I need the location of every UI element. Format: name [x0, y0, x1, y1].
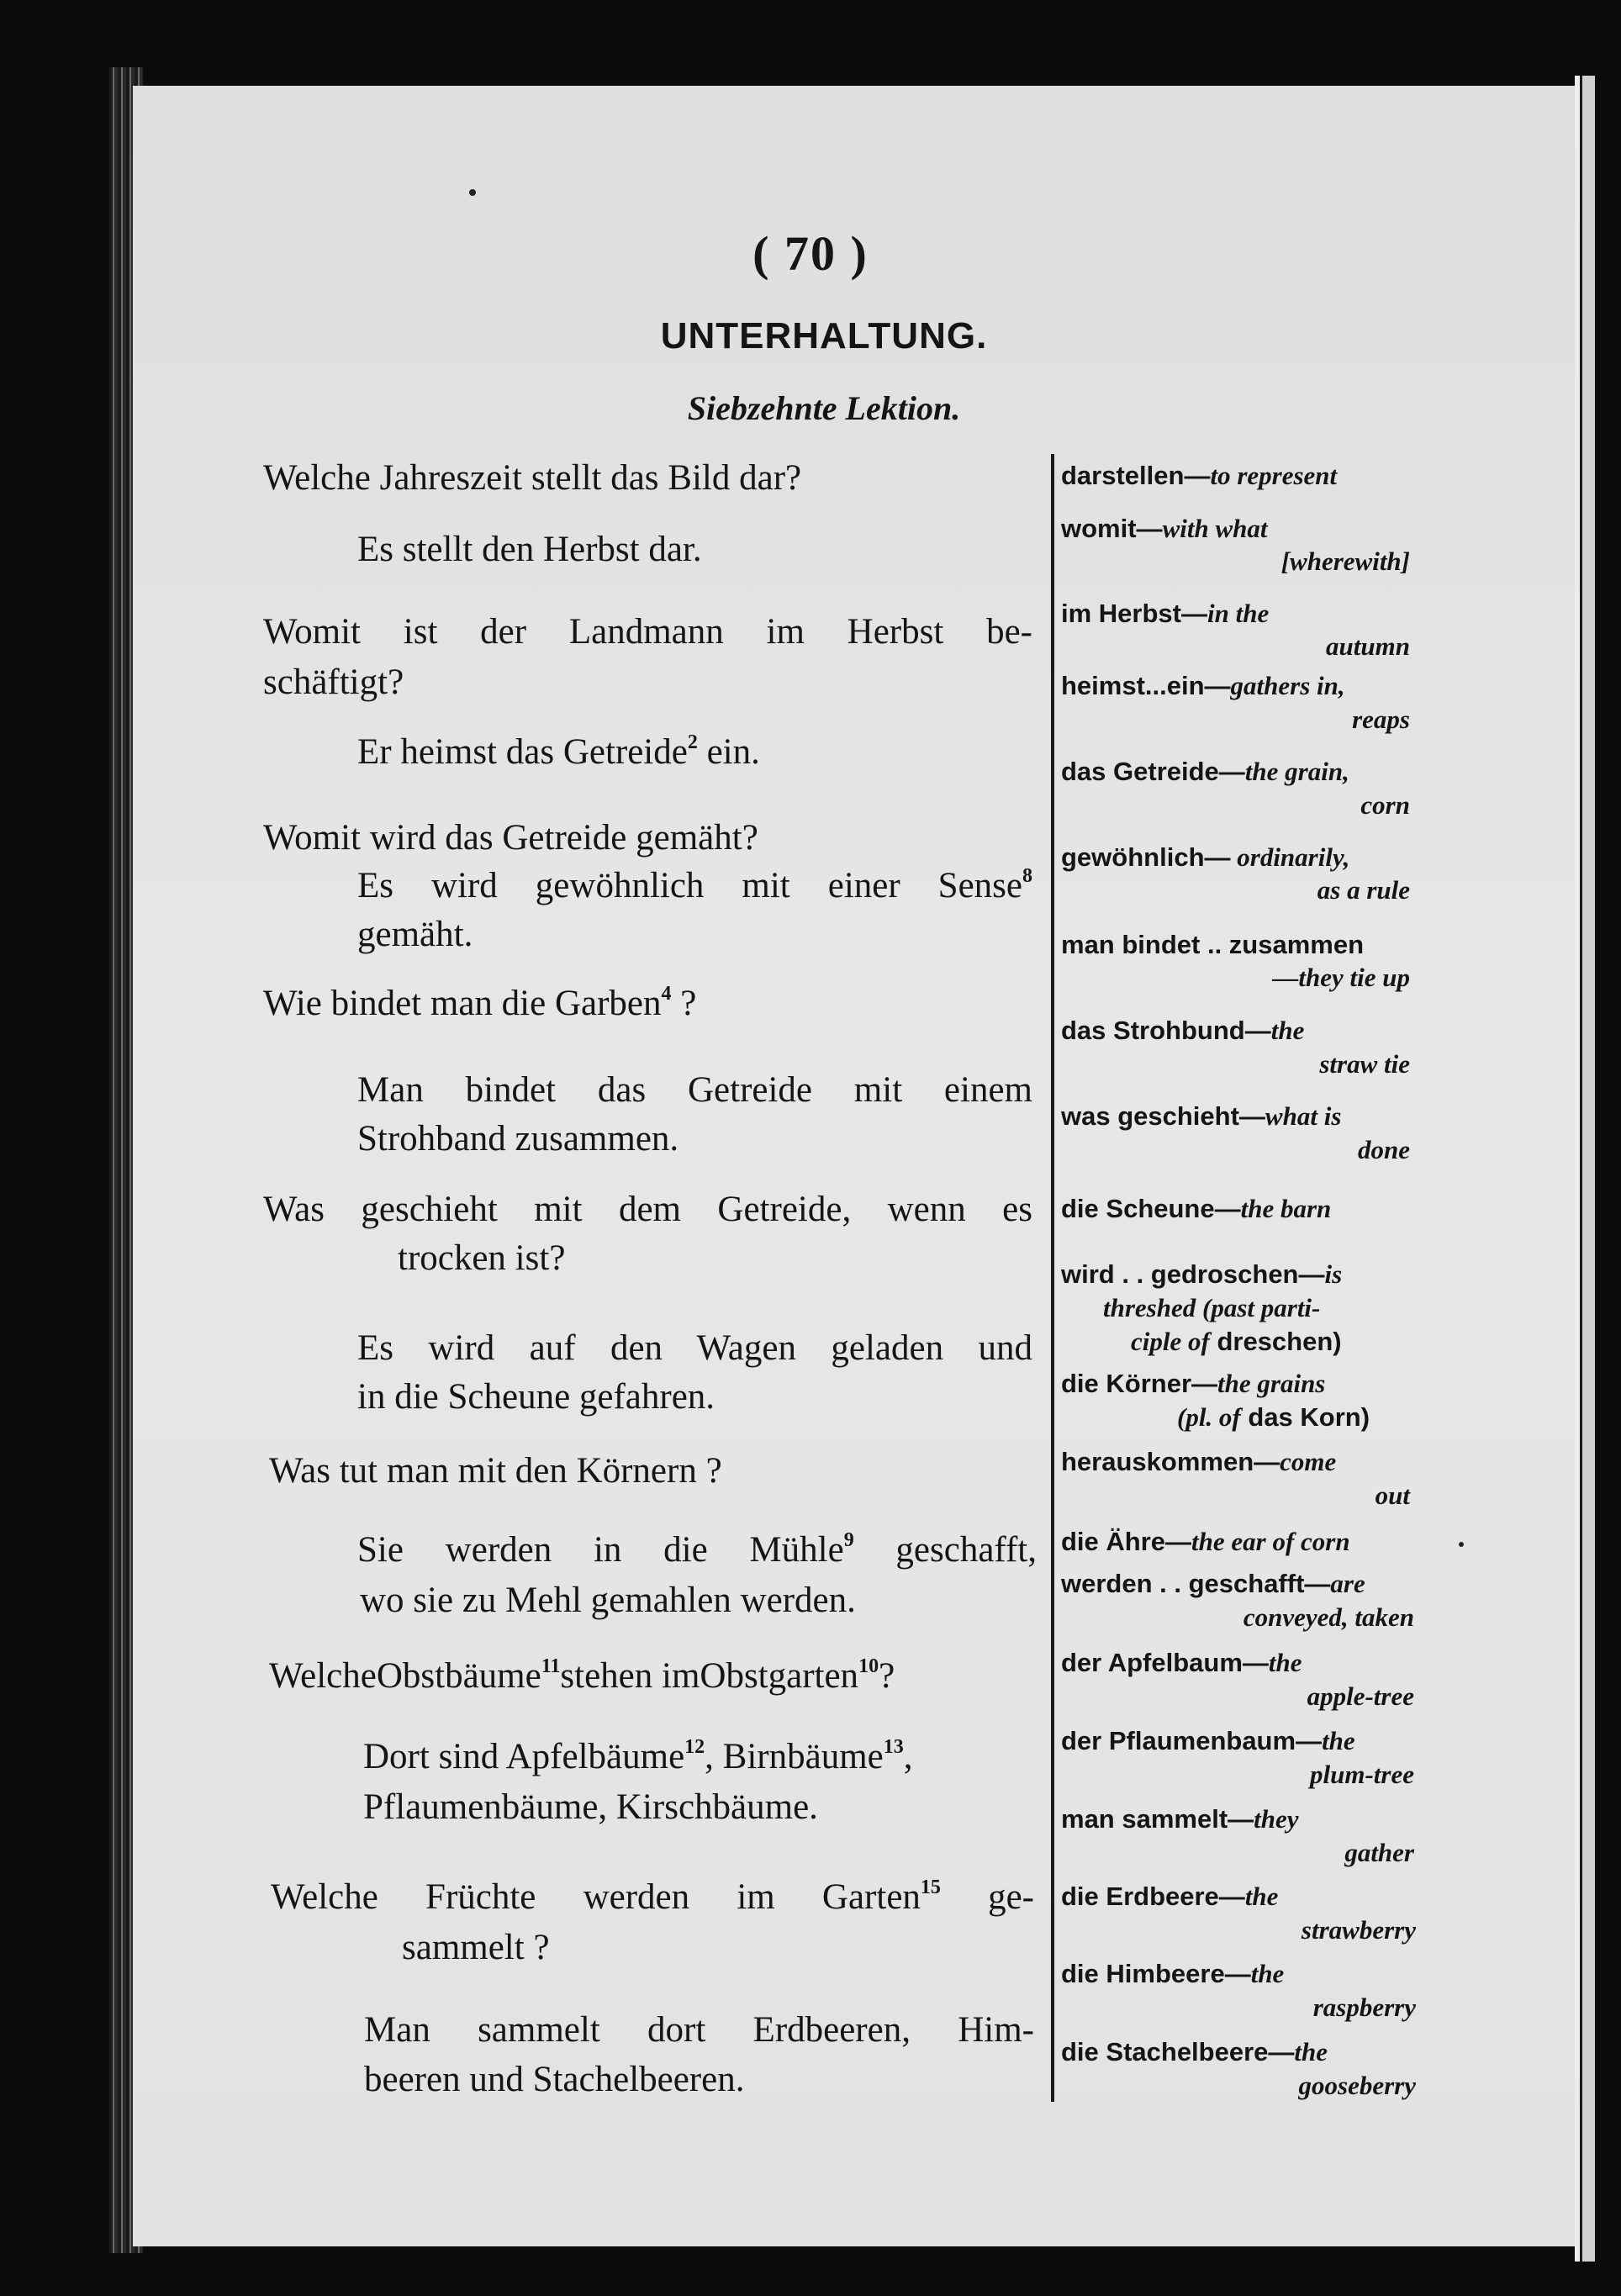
footnote-ref: 2 [687, 731, 698, 753]
glossary-entry: threshed (past parti- [1103, 1293, 1321, 1322]
glossary-entry: raspberry [1312, 1993, 1416, 2022]
glossary-entry: conveyed, taken [1243, 1602, 1414, 1632]
question-line: WelcheObstbäume$^{11}$stehen imObstgarten$^{10}$? [269, 1655, 895, 1696]
answer-line: in die Scheune gefahren. [357, 1377, 715, 1417]
footnote-ref: 12 [684, 1736, 705, 1758]
glossary-entry: die Ähre—the ear of corn [1061, 1527, 1350, 1556]
answer-line: Man sammelt dort Erdbeeren, Him- [364, 2010, 1034, 2050]
question-line: Was geschieht mit dem Getreide, wenn es [263, 1190, 1032, 1229]
glossary-entry: strawberry [1301, 1915, 1416, 1945]
page-title: UNTERHALTUNG. [660, 315, 988, 356]
glossary-entry: im Herbst—in the [1061, 599, 1270, 628]
answer-line: beeren und Stachelbeeren. [364, 2060, 745, 2099]
glossary-entry: corn [1360, 790, 1410, 820]
footnote-ref: 4 [661, 983, 672, 1005]
speck [1459, 1542, 1464, 1547]
glossary-entry: reaps [1352, 705, 1410, 734]
glossary-entry: done [1358, 1135, 1410, 1164]
footnote-ref: 13 [883, 1736, 904, 1758]
glossary-entry: die Körner—the grains [1061, 1369, 1326, 1398]
glossary-entry: das Strohbund—the [1061, 1016, 1305, 1045]
answer-line: wo sie zu Mehl gemahlen werden. [360, 1581, 856, 1620]
glossary-entry: was geschieht—what is [1061, 1101, 1342, 1131]
glossary-entry: [wherewith] [1280, 546, 1410, 576]
glossary-entry: die Stachelbeere—the [1061, 2037, 1328, 2066]
answer-line: Sie werden in die Mühle$^9$ geschafft, [357, 1529, 1037, 1570]
footnote-ref: 8 [1022, 865, 1032, 887]
glossary-entry: plum-tree [1310, 1760, 1414, 1789]
speck [469, 189, 476, 196]
answer-line: Er heimst das Getreide$^2$ ein. [357, 731, 760, 772]
answer-line: Es wird gewöhnlich mit einer Sense$^8$ [357, 865, 1032, 905]
glossary-entry: das Getreide—the grain, [1061, 757, 1349, 786]
answer-line: Dort sind Apfelbäume$^{12}$, Birnbäume$^{13}$, [363, 1736, 913, 1776]
question-line: sammelt ? [402, 1928, 550, 1967]
question-line: Was tut man mit den Körnern ? [269, 1451, 722, 1491]
glossary-entry: ciple of dreschen) [1131, 1327, 1342, 1356]
answer-line: Es stellt den Herbst dar. [357, 530, 702, 569]
column-divider [1051, 454, 1054, 2102]
glossary-entry: die Himbeere—the [1061, 1959, 1285, 1988]
answer-line: gemäht. [357, 915, 473, 954]
question-line: Wie bindet man die Garben$^4$ ? [263, 983, 697, 1023]
glossary-entry: as a rule [1317, 875, 1410, 905]
glossary-entry: darstellen—to represent [1061, 461, 1338, 490]
glossary-entry: die Scheune—the barn [1061, 1194, 1332, 1223]
glossary-entry: apple-tree [1307, 1681, 1414, 1711]
glossary-entry: man sammelt—they [1061, 1804, 1299, 1834]
question-line: Welche Früchte werden im Garten$^{15}$ ge- [271, 1876, 1035, 1917]
glossary-entry: —they tie up [1272, 963, 1410, 992]
footnote-ref: 15 [920, 1876, 941, 1898]
footnote-ref: 10 [858, 1655, 879, 1677]
footnote-ref: 9 [843, 1529, 854, 1551]
glossary-entry: gather [1344, 1838, 1414, 1867]
glossary-entry: gooseberry [1298, 2071, 1416, 2100]
question-line: trocken ist? [398, 1238, 566, 1278]
glossary-entry: der Apfelbaum—the [1061, 1648, 1302, 1677]
glossary-entry: autumn [1326, 631, 1410, 661]
question-line: Womit ist der Landmann im Herbst be- [263, 612, 1032, 652]
glossary-entry: herauskommen—come [1061, 1447, 1337, 1476]
glossary-entry: womit—with what [1061, 514, 1268, 543]
glossary-entry: (pl. of das Korn) [1177, 1402, 1370, 1432]
glossary-entry: man bindet .. zusammen [1061, 930, 1365, 959]
page-number: ( 70 ) [752, 226, 869, 281]
answer-line: Pflaumenbäume, Kirschbäume. [363, 1787, 818, 1827]
question-line: schäftigt? [263, 662, 404, 702]
glossary-entry: werden . . geschafft—are [1061, 1569, 1365, 1598]
glossary-entry: wird . . gedroschen—is [1061, 1259, 1343, 1289]
answer-line: Strohband zusammen. [357, 1119, 679, 1159]
glossary-entry: die Erdbeere—the [1061, 1882, 1279, 1911]
question-line: Womit wird das Getreide gemäht? [263, 818, 758, 858]
footnote-ref: 11 [541, 1655, 561, 1677]
glossary-entry: gewöhnlich— ordinarily, [1061, 842, 1350, 872]
glossary-entry: out [1375, 1481, 1410, 1510]
question-line: Welche Jahreszeit stellt das Bild dar? [263, 458, 802, 498]
glossary-entry: der Pflaumenbaum—the [1061, 1726, 1355, 1755]
answer-line: Es wird auf den Wagen geladen und [357, 1328, 1032, 1368]
answer-line: Man bindet das Getreide mit einem [357, 1070, 1032, 1110]
glossary-entry: straw tie [1319, 1049, 1410, 1079]
glossary-entry: heimst...ein—gathers in, [1061, 671, 1345, 700]
lesson-subtitle: Siebzehnte Lektion. [687, 389, 961, 427]
